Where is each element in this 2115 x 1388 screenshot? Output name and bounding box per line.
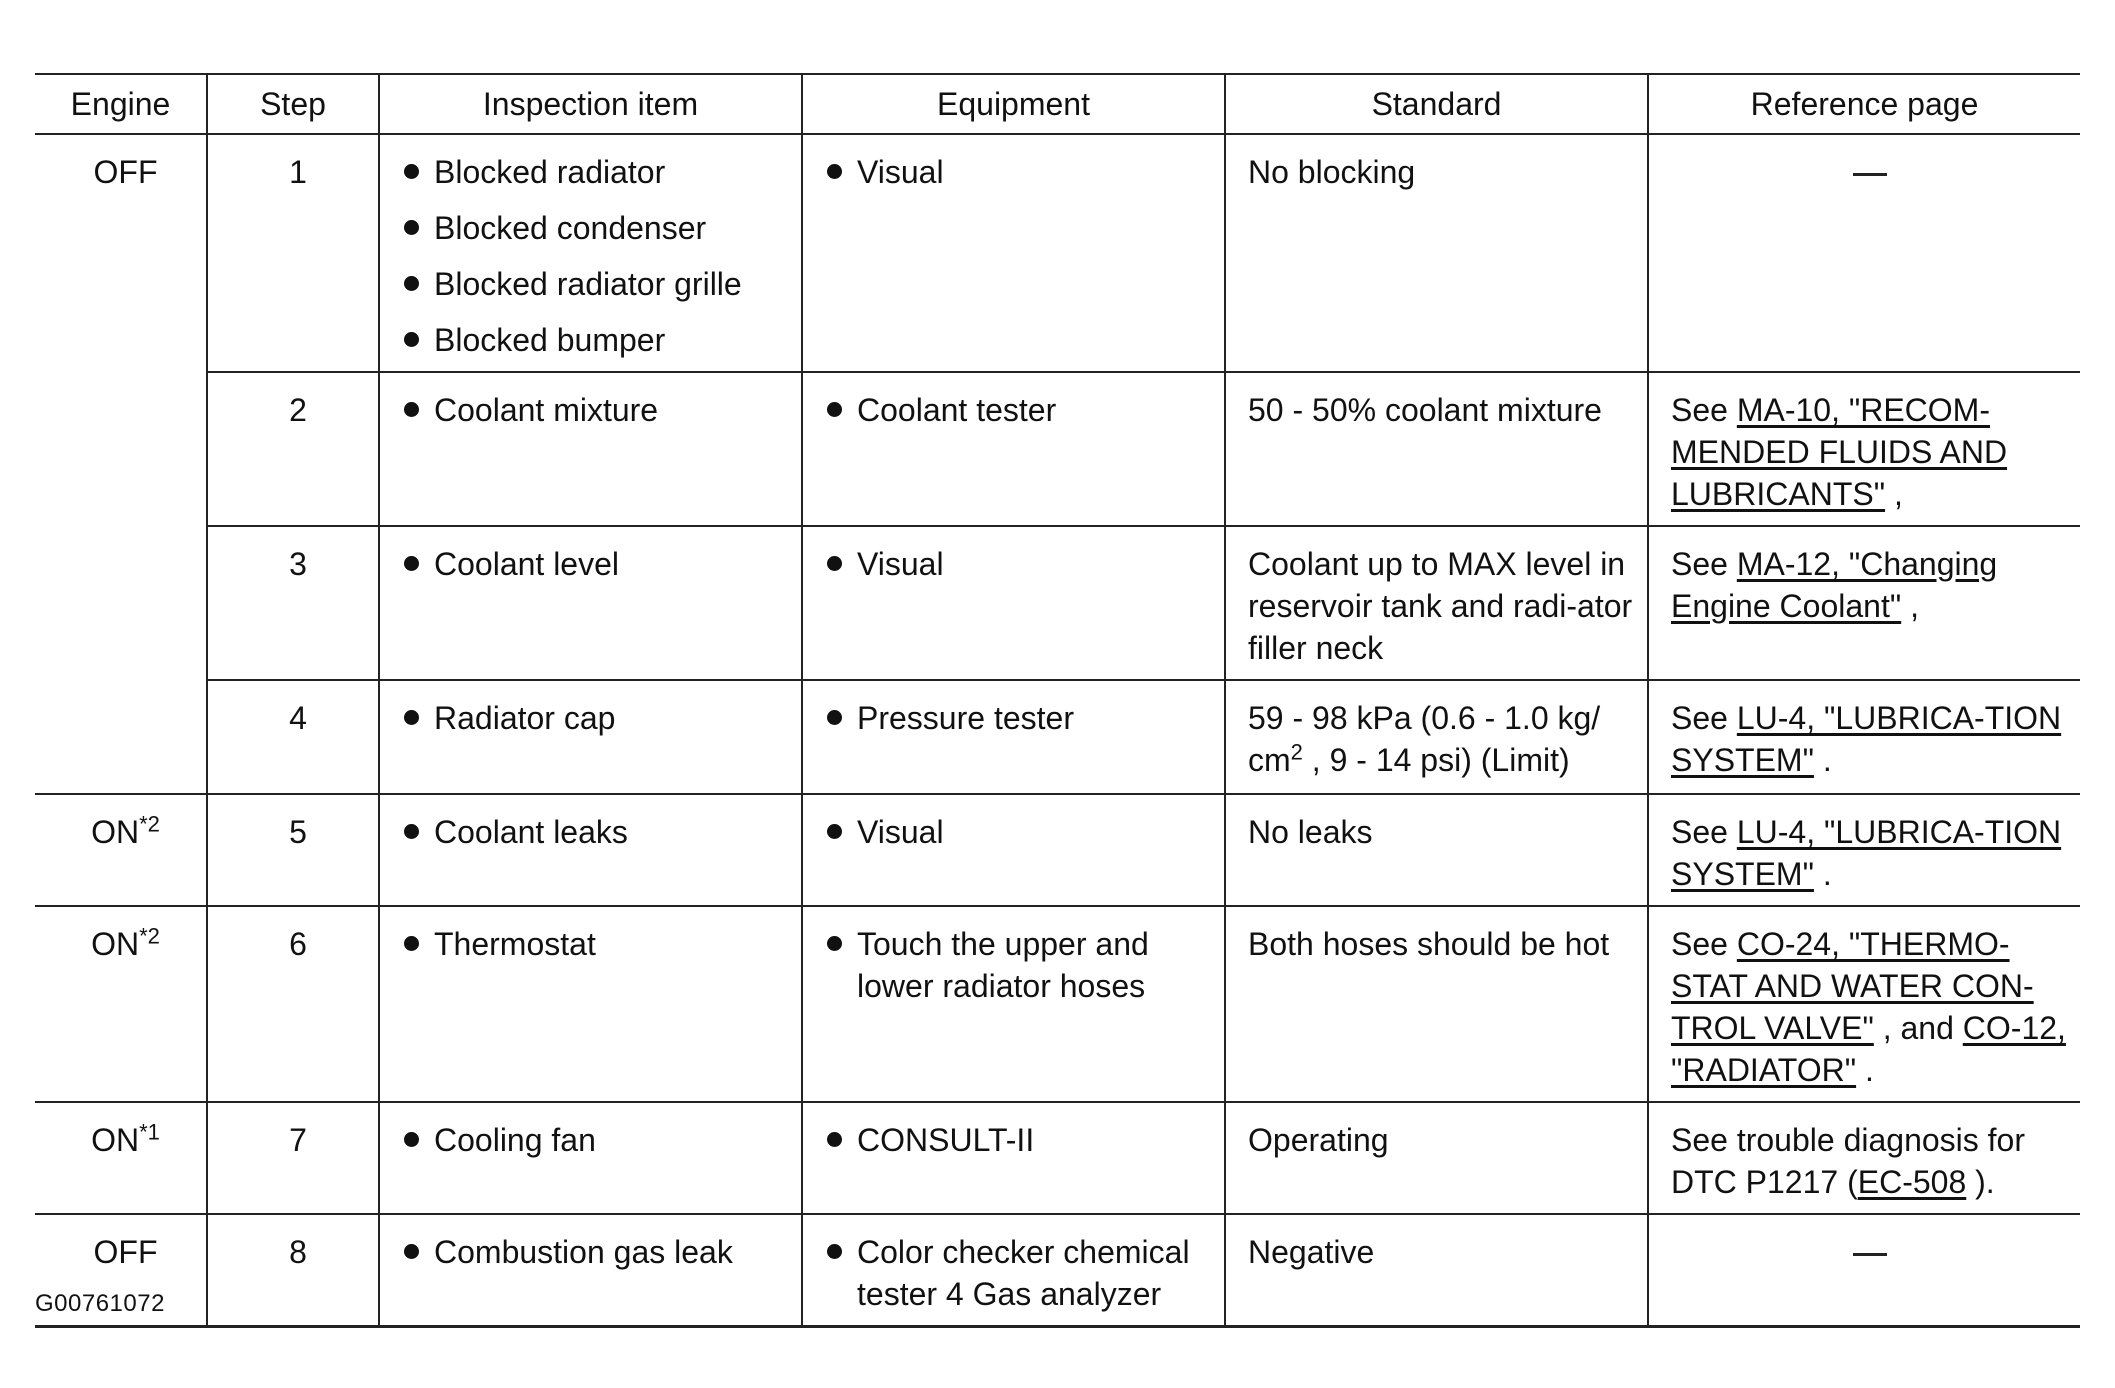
equipment-cell <box>802 680 1225 794</box>
standard-text: 59 - 98 kPa (0.6 - 1.0 kg/ cm <box>1248 700 1601 778</box>
engine-state: ON <box>91 814 140 850</box>
reference-suffix: , <box>1885 476 1903 512</box>
standard-superscript: 2 <box>1290 739 1303 765</box>
header-standard: Standard <box>1225 74 1648 134</box>
equipment-cell <box>802 526 1225 680</box>
inspection-item-cell <box>379 134 802 372</box>
equipment-cell <box>802 906 1225 1102</box>
inspection-item-cell <box>379 372 802 526</box>
step-cell: 3 <box>207 526 379 680</box>
reference-link[interactable]: MA-12, "Changing Engine Coolant" <box>1671 546 1998 624</box>
reference-suffix: . <box>1813 856 1832 892</box>
equipment-item: Visual <box>825 151 1212 193</box>
header-inspection-item: Inspection item <box>379 74 802 134</box>
standard-text-end: , 9 - 14 psi) (Limit) <box>1302 742 1570 778</box>
reference-cell <box>1648 1102 2080 1214</box>
step-cell: 2 <box>207 372 379 526</box>
engine-cell <box>35 1102 207 1214</box>
reference-cell <box>1648 680 2080 794</box>
reference-link[interactable]: MA-10, "RECOM-MENDED FLUIDS AND LUBRICANTS" <box>1671 392 2008 512</box>
reference-suffix: . <box>1813 742 1832 778</box>
inspection-item: Coolant mixture <box>402 389 789 431</box>
equipment-item: Coolant tester <box>825 389 1212 431</box>
reference-suffix: , <box>1901 588 1919 624</box>
table-row <box>35 372 2080 526</box>
equipment-cell <box>802 372 1225 526</box>
engine-state: ON <box>91 1122 140 1158</box>
dash-mark <box>1853 1253 1887 1256</box>
table-row <box>35 906 2080 1102</box>
engine-footnote: *2 <box>139 811 160 837</box>
reference-prefix: See <box>1671 926 1737 962</box>
standard-cell: Operating <box>1225 1102 1648 1214</box>
figure-id: G00761072 <box>35 1290 165 1317</box>
equipment-item: Visual <box>825 811 1212 853</box>
inspection-item: Blocked radiator <box>402 151 789 193</box>
header-row <box>35 74 2080 134</box>
reference-mid: , and <box>1873 1010 1963 1046</box>
equipment-item: Color checker chemical tester 4 Gas analyzer <box>825 1231 1212 1315</box>
standard-cell: Negative <box>1225 1214 1648 1327</box>
table-row <box>35 1214 2080 1327</box>
standard-cell: No blocking <box>1225 134 1648 372</box>
header-equipment: Equipment <box>802 74 1225 134</box>
inspection-table <box>35 73 2080 1328</box>
reference-suffix: ). <box>1966 1164 1995 1200</box>
inspection-item: Coolant leaks <box>402 811 789 853</box>
header-engine: Engine <box>35 74 207 134</box>
equipment-item: CONSULT-II <box>825 1119 1212 1161</box>
inspection-item: Thermostat <box>402 923 789 965</box>
inspection-item-cell <box>379 794 802 906</box>
standard-cell: Coolant up to MAX level in reservoir tank and radi-ator filler neck <box>1225 526 1648 680</box>
equipment-cell <box>802 1102 1225 1214</box>
standard-cell: 50 - 50% coolant mixture <box>1225 372 1648 526</box>
inspection-item: Cooling fan <box>402 1119 789 1161</box>
standard-cell: No leaks <box>1225 794 1648 906</box>
step-cell: 6 <box>207 906 379 1102</box>
step-cell: 4 <box>207 680 379 794</box>
step-cell: 1 <box>207 134 379 372</box>
step-cell: 5 <box>207 794 379 906</box>
dash-mark <box>1853 173 1887 176</box>
reference-cell <box>1648 372 2080 526</box>
reference-cell <box>1648 906 2080 1102</box>
inspection-item: Blocked radiator grille <box>402 263 789 305</box>
inspection-item-cell <box>379 1102 802 1214</box>
reference-prefix: See trouble diagnosis for DTC P1217 ( <box>1671 1122 2025 1200</box>
reference-cell <box>1648 794 2080 906</box>
reference-link[interactable]: CO-24, "THERMO-STAT AND WATER CON-TROL VALVE" <box>1671 926 2034 1046</box>
engine-state: ON <box>91 926 140 962</box>
reference-link[interactable]: LU-4, "LUBRICA-TION SYSTEM" <box>1671 700 2062 778</box>
table-row <box>35 680 2080 794</box>
equipment-item: Touch the upper and lower radiator hoses <box>825 923 1212 1007</box>
equipment-item: Pressure tester <box>825 697 1212 739</box>
engine-cell <box>35 794 207 906</box>
reference-cell <box>1648 526 2080 680</box>
reference-suffix: . <box>1856 1052 1874 1088</box>
header-reference-page: Reference page <box>1648 74 2080 134</box>
equipment-cell <box>802 1214 1225 1327</box>
engine-cell: OFF <box>35 134 207 794</box>
reference-link[interactable]: CO-12, "RADIATOR" <box>1671 1010 2066 1088</box>
inspection-item-cell <box>379 906 802 1102</box>
engine-footnote: *2 <box>139 923 160 949</box>
engine-cell: OFF <box>35 1214 207 1327</box>
table-row <box>35 1102 2080 1214</box>
reference-prefix: See <box>1671 546 1737 582</box>
reference-prefix: See <box>1671 814 1737 850</box>
reference-link[interactable]: LU-4, "LUBRICA-TION SYSTEM" <box>1671 814 2062 892</box>
inspection-item-cell <box>379 1214 802 1327</box>
table-row <box>35 526 2080 680</box>
inspection-item-cell <box>379 526 802 680</box>
equipment-item: Visual <box>825 543 1212 585</box>
header-step: Step <box>207 74 379 134</box>
table-row <box>35 134 2080 372</box>
reference-prefix: See <box>1671 392 1737 428</box>
engine-footnote: *1 <box>139 1119 160 1145</box>
table-row <box>35 794 2080 906</box>
reference-cell <box>1648 134 2080 372</box>
standard-cell <box>1225 680 1648 794</box>
reference-prefix: See <box>1671 700 1737 736</box>
engine-cell <box>35 906 207 1102</box>
step-cell: 7 <box>207 1102 379 1214</box>
inspection-item: Blocked bumper <box>402 319 789 361</box>
inspection-item: Radiator cap <box>402 697 789 739</box>
inspection-item-cell <box>379 680 802 794</box>
inspection-item: Combustion gas leak <box>402 1231 789 1273</box>
reference-cell <box>1648 1214 2080 1327</box>
equipment-cell <box>802 134 1225 372</box>
standard-cell: Both hoses should be hot <box>1225 906 1648 1102</box>
equipment-cell <box>802 794 1225 906</box>
step-cell: 8 <box>207 1214 379 1327</box>
inspection-item: Coolant level <box>402 543 789 585</box>
inspection-item: Blocked condenser <box>402 207 789 249</box>
reference-link[interactable]: EC-508 <box>1857 1164 1967 1200</box>
